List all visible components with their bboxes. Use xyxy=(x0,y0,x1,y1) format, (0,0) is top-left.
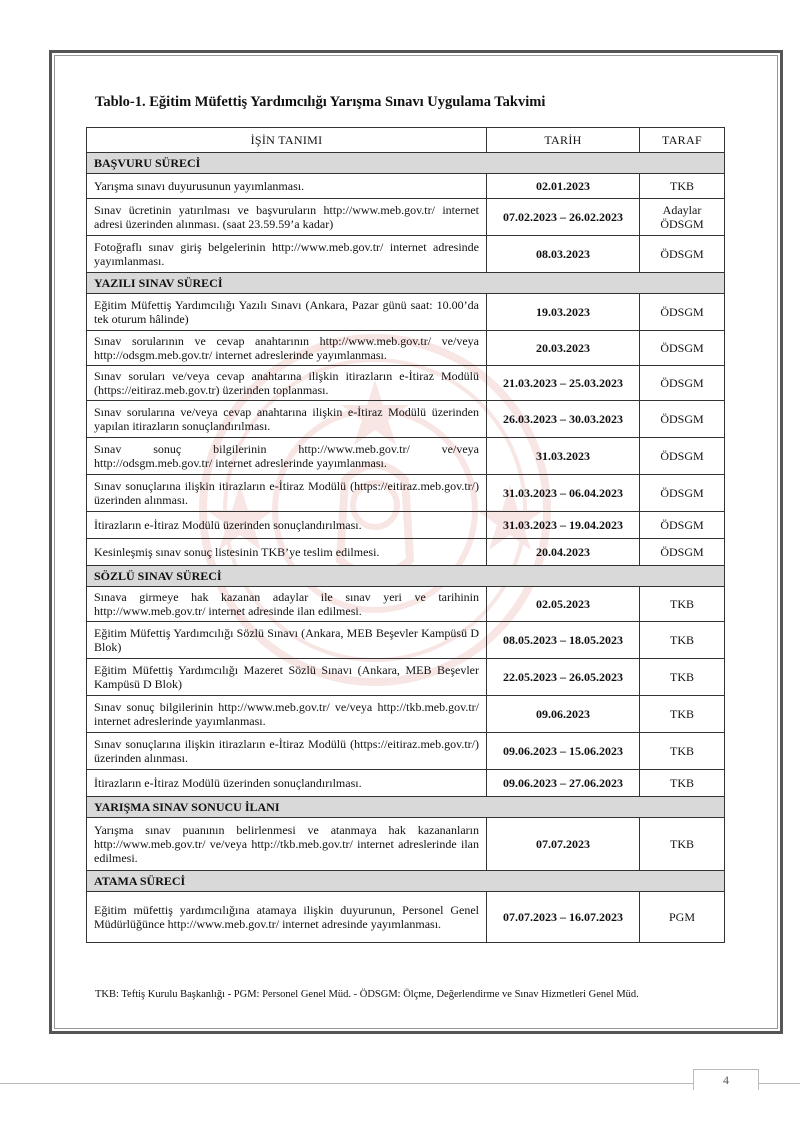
cell-description: Sınav ücretinin yatırılması ve başvuruların http://www.meb.gov.tr/ internet adresi üzerinden alınması. (saat 23.59.59’a kadar) xyxy=(87,199,487,236)
table-row xyxy=(87,174,725,199)
header-party: TARAF xyxy=(640,128,725,153)
abbreviation-legend: TKB: Teftiş Kurulu Başkanlığı - PGM: Personel Genel Müd. - ÖDSGM: Ölçme, Değerlendirme ve Sınav Hizmetleri Genel Müd. xyxy=(95,989,639,1000)
cell-date: 22.05.2023 – 26.05.2023 xyxy=(487,659,640,696)
cell-party: ÖDSGM xyxy=(640,475,725,512)
table-row xyxy=(87,622,725,659)
table-row xyxy=(87,770,725,797)
section-header-row xyxy=(87,273,725,294)
cell-description: Sınav sorularının ve cevap anahtarının http://www.meb.gov.tr/ ve/veya http://odsgm.meb.gov.tr/ internet adreslerinde yayımlanması. xyxy=(87,331,487,366)
cell-party: PGM xyxy=(640,892,725,943)
table-row xyxy=(87,294,725,331)
table-row xyxy=(87,512,725,539)
header-desc: İŞİN TANIMI xyxy=(87,128,487,153)
cell-date: 02.05.2023 xyxy=(487,587,640,622)
footer-line xyxy=(0,1083,800,1084)
cell-party: ÖDSGM xyxy=(640,294,725,331)
cell-description: Yarışma sınavı duyurusunun yayımlanması. xyxy=(87,174,487,199)
cell-party: TKB xyxy=(640,659,725,696)
table-row xyxy=(87,539,725,566)
table-row xyxy=(87,818,725,871)
table-header-row xyxy=(87,128,725,153)
cell-party: ÖDSGM xyxy=(640,236,725,273)
table-title: Tablo-1. Eğitim Müfettiş Yardımcılığı Yarışma Sınavı Uygulama Takvimi xyxy=(95,94,546,110)
cell-description: Sınava girmeye hak kazanan adaylar ile sınav yeri ve tarihinin http://www.meb.gov.tr/ internet adresinde ilan edilmesi. xyxy=(87,587,487,622)
cell-date: 19.03.2023 xyxy=(487,294,640,331)
cell-description: Sınav sonuçlarına ilişkin itirazların e-İtiraz Modülü (https://eitiraz.meb.gov.tr/) üzerinden alınması. xyxy=(87,733,487,770)
table-row xyxy=(87,475,725,512)
cell-party: Adaylar ÖDSGM xyxy=(640,199,725,236)
cell-date: 09.06.2023 – 15.06.2023 xyxy=(487,733,640,770)
section-title: BAŞVURU SÜRECİ xyxy=(87,153,725,174)
cell-date: 08.05.2023 – 18.05.2023 xyxy=(487,622,640,659)
table-row xyxy=(87,659,725,696)
cell-description: İtirazların e-İtiraz Modülü üzerinden sonuçlandırılması. xyxy=(87,512,487,539)
cell-party: TKB xyxy=(640,622,725,659)
table-row xyxy=(87,696,725,733)
table-row xyxy=(87,587,725,622)
cell-party: TKB xyxy=(640,174,725,199)
cell-description: Sınav sonuçlarına ilişkin itirazların e-İtiraz Modülü (https://eitiraz.meb.gov.tr/) üzerinden alınması. xyxy=(87,475,487,512)
cell-party: ÖDSGM xyxy=(640,512,725,539)
cell-description: Fotoğraflı sınav giriş belgelerinin http://www.meb.gov.tr/ internet adresinde yayımlanması. xyxy=(87,236,487,273)
cell-date: 26.03.2023 – 30.03.2023 xyxy=(487,401,640,438)
header-date: TARİH xyxy=(487,128,640,153)
cell-description: Yarışma sınav puanının belirlenmesi ve atanmaya hak kazananların http://www.meb.gov.tr/ ve/veya http://tkb.meb.gov.tr/ internet adreslerinde ilan edilmesi. xyxy=(87,818,487,871)
cell-date: 20.04.2023 xyxy=(487,539,640,566)
table-row xyxy=(87,438,725,475)
cell-party: ÖDSGM xyxy=(640,438,725,475)
cell-date: 07.07.2023 – 16.07.2023 xyxy=(487,892,640,943)
cell-description: Eğitim müfettiş yardımcılığına atamaya ilişkin duyurunun, Personel Genel Müdürlüğünce http://www.meb.gov.tr/ internet adresinde yayımlanması. xyxy=(87,892,487,943)
table-row xyxy=(87,401,725,438)
cell-description: İtirazların e-İtiraz Modülü üzerinden sonuçlandırılması. xyxy=(87,770,487,797)
section-header-row xyxy=(87,797,725,818)
cell-description: Kesinleşmiş sınav sonuç listesinin TKB’ye teslim edilmesi. xyxy=(87,539,487,566)
cell-party: ÖDSGM xyxy=(640,401,725,438)
cell-party: ÖDSGM xyxy=(640,366,725,401)
section-header-row xyxy=(87,566,725,587)
section-title: SÖZLÜ SINAV SÜRECİ xyxy=(87,566,725,587)
cell-date: 31.03.2023 xyxy=(487,438,640,475)
table-row xyxy=(87,199,725,236)
table-row xyxy=(87,892,725,943)
table-row xyxy=(87,331,725,366)
cell-party: TKB xyxy=(640,733,725,770)
cell-party: ÖDSGM xyxy=(640,539,725,566)
cell-description: Sınav soruları ve/veya cevap anahtarına ilişkin itirazların e-İtiraz Modülü (https://eitiraz.meb.gov.tr) üzerinden toplanması. xyxy=(87,366,487,401)
cell-party: TKB xyxy=(640,770,725,797)
cell-party: TKB xyxy=(640,696,725,733)
cell-date: 07.07.2023 xyxy=(487,818,640,871)
page-number-box xyxy=(693,1069,759,1090)
section-title: ATAMA SÜRECİ xyxy=(87,871,725,892)
cell-description: Eğitim Müfettiş Yardımcılığı Sözlü Sınavı (Ankara, MEB Beşevler Kampüsü D Blok) xyxy=(87,622,487,659)
cell-party: TKB xyxy=(640,587,725,622)
table-row xyxy=(87,733,725,770)
cell-party: TKB xyxy=(640,818,725,871)
cell-date: 08.03.2023 xyxy=(487,236,640,273)
cell-date: 02.01.2023 xyxy=(487,174,640,199)
cell-date: 21.03.2023 – 25.03.2023 xyxy=(487,366,640,401)
cell-description: Sınav sonuç bilgilerinin http://www.meb.gov.tr/ ve/veya http://tkb.meb.gov.tr/ internet adreslerinde yayımlanması. xyxy=(87,696,487,733)
table-row xyxy=(87,236,725,273)
cell-description: Sınav sonuç bilgilerinin http://www.meb.gov.tr/ ve/veya http://odsgm.meb.gov.tr/ internet adreslerinde yayımlanması. xyxy=(87,438,487,475)
cell-party: ÖDSGM xyxy=(640,331,725,366)
cell-date: 31.03.2023 – 06.04.2023 xyxy=(487,475,640,512)
section-header-row xyxy=(87,871,725,892)
section-header-row xyxy=(87,153,725,174)
page-number: 4 xyxy=(723,1073,729,1087)
table-row xyxy=(87,366,725,401)
cell-date: 09.06.2023 – 27.06.2023 xyxy=(487,770,640,797)
section-title: YAZILI SINAV SÜRECİ xyxy=(87,273,725,294)
cell-description: Eğitim Müfettiş Yardımcılığı Yazılı Sınavı (Ankara, Pazar günü saat: 10.00’da tek oturum hâlinde) xyxy=(87,294,487,331)
cell-date: 31.03.2023 – 19.04.2023 xyxy=(487,512,640,539)
cell-description: Eğitim Müfettiş Yardımcılığı Mazeret Sözlü Sınavı (Ankara, MEB Beşevler Kampüsü D Blok) xyxy=(87,659,487,696)
cell-date: 07.02.2023 – 26.02.2023 xyxy=(487,199,640,236)
section-title: YARIŞMA SINAV SONUCU İLANI xyxy=(87,797,725,818)
cell-description: Sınav sorularına ve/veya cevap anahtarına ilişkin e-İtiraz Modülü üzerinden yapılan itirazların sonuçlandırılması. xyxy=(87,401,487,438)
cell-date: 20.03.2023 xyxy=(487,331,640,366)
cell-date: 09.06.2023 xyxy=(487,696,640,733)
exam-calendar-table xyxy=(86,127,725,943)
